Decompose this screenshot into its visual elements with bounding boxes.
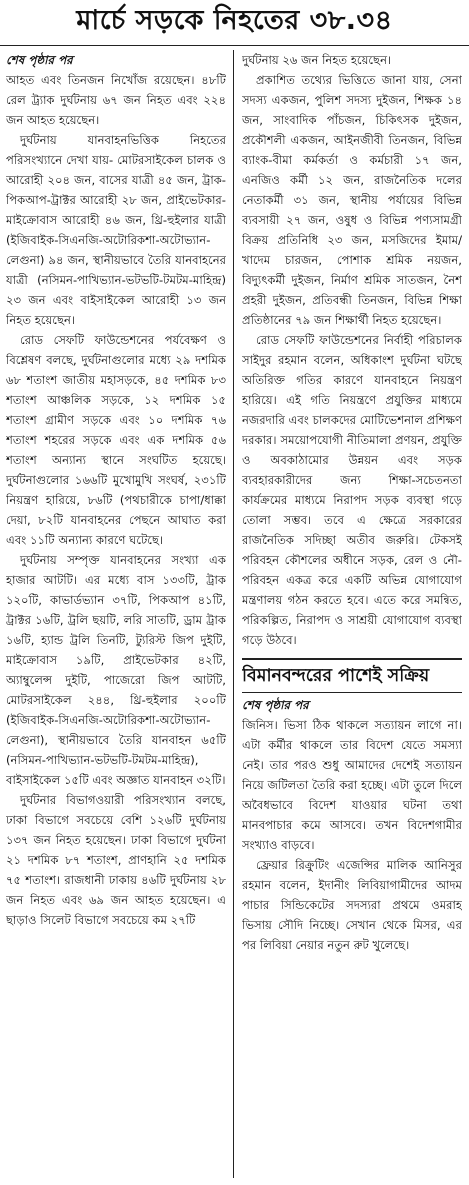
- paragraph: প্রকাশিত তথ্যের ভিত্তিতে জানা যায়, সেনা সদস্য একজন, পুলিশ সদস্য দুইজন, শিক্ষক ১৪ জন, সাংবাদিক পাঁচজন, চিকিৎসক দুইজন, প্রকৌশলী একজন, আইনজীবী তিনজন, বিভিন্ন ব্যাংক-বীমা কর্মকর্তা ও কর্মচারী ১৭ জন, এনজিও কর্মী ১২ জন, রাজনৈতিক দলের নেতাকর্মী ৩১ জন, স্থানীয় পর্যায়ের বিভিন্ন ব্যবসায়ী ২৭ জন, ওষুধ ও বিভিন্ন পণ্যসামগ্রী বিক্রয় প্রতিনিধি ২৩ জন, মসজিদের ইমাম/খাদেম চারজন, পোশাক শ্রমিক নয়জন, বিদ্যুৎকর্মী দুইজন, নির্মাণ শ্রমিক সাতজন, নৈশ প্রহরী দুইজন, প্রতিবন্ধী তিনজন, বিভিন্ন শিক্ষা প্রতিষ্ঠানের ৭৯ জন শিক্ষার্থী নিহত হয়েছেন।: [242, 73, 462, 327]
- article-headline: মার্চে সড়কে নিহতের ৩৮.৩৪: [0, 0, 469, 46]
- continued-from-label: শেষ পৃষ্ঠার পর: [242, 698, 309, 712]
- paragraph: রোড সেফটি ফাউন্ডেশনের নির্বাহী পরিচালক সাইদুর রহমান বলেন, অধিকাংশ দুর্ঘটনা ঘটছে অতিরিক্ত গতির কারণে যানবাহনে নিয়ন্ত্রণ হারিয়ে। এই গতি নিয়ন্ত্রণে প্রযুক্তির মাধ্যমে নজরদারি এবং চালকদের মোটিভেশনাল প্রশিক্ষণ দরকার। সময়োপযোগী নীতিমালা প্রণয়ন, প্রযুক্তি ও অবকাঠামোর উন্নয়ন এবং সড়ক ব্যবহারকারীদের জন্য শিক্ষা-সচেতনতা কার্যক্রমের মাধ্যমে নিরাপদ সড়ক ব্যবস্থা গড়ে তোলা সম্ভব। তবে এ ক্ষেত্রে সরকারের রাজনৈতিক সদিচ্ছা অতীব জরুরি। টেকসই পরিবহন কৌশলের অধীনে সড়ক, রেল ও নৌ-পরিবহন একত্র করে একটি অভিন্ন যোগাযোগ মন্ত্রণালয় গঠন করতে হবে। এতে করে সমন্বিত, পরিকল্পিত, নিরাপদ ও সাশ্রয়ী যোগাযোগ ব্যবস্থা গড়ে উঠবে।: [242, 333, 462, 647]
- paragraph: ফ্রেয়ার রিক্রুটিং এজেন্সির মালিক আনিসুর রহমান বলেন, ইদানীং লিবিয়াগামীদের আদম পাচার সিন্ডিকেটের সদস্যরা প্রথমে ওমরাহ ভিসায় সৌদি নিচ্ছে। সেখান থেকে মিসর, এর পর লিবিয়া নেয়ার নতুন রুট খুলেছে।: [242, 858, 462, 952]
- paragraph: জিনিস। ভিসা ঠিক থাকলে সত্যায়ন লাগে না। এটা কর্মীর থাকলে তার বিদেশ যেতে সমস্যা নেই। তার পরও শুধু আমাদের দেশেই সত্যায়ন নিয়ে জটিলতা তৈরি করা হচ্ছে। এটা তুলে দিলে অবৈধভাবে বিদেশ যাওয়ার ঘটনা তথা মানবপাচার কমে আসবে। তখন বিদেশগামীর সংখ্যাও বাড়বে।: [242, 718, 462, 852]
- column-divider: [233, 50, 234, 1178]
- paragraph: দুর্ঘটনায় সম্পৃক্ত যানবাহনের সংখ্যা এক হাজার আটটি। এর মধ্যে বাস ১৩৩টি, ট্রাক ১২০টি, কাভার্ডভ্যান ৩৭টি, পিকআপ ৪১টি, ট্রাক্টর ১৬টি, ট্রলি ছয়টি, লরি সাতটি, ড্রাম ট্রাক ১৬টি, হ্যান্ড ট্রলি তিনটি, ট্যুরিস্ট জিপ দুইটি, মাইক্রোবাস ১৯টি, প্রাইভেটকার ৪২টি, অ্যাম্বুলেন্স দুইটি, পাজেরো জিপ আটটি, মোটরসাইকেল ২৪৪, থ্রি-হুইলার ২০০টি (ইজিবাইক-সিএনজি-অটোরিকশা-অটোভ্যান-লেগুনা), স্থানীয়ভাবে তৈরি যানবাহন ৬৫টি (নসিমন-পাখিভ্যান-ভটভটি-টমটম-মাহিন্দ্র), বাইসাইকেল ১৫টি এবং অজ্ঞাত যানবাহন ৩২টি।: [6, 553, 226, 787]
- paragraph: দুর্ঘটনার বিভাগওয়ারী পরিসংখ্যান বলছে, ঢাকা বিভাগে সবচেয়ে বেশি ১২৬টি দুর্ঘটনায় ১৩৭ জন নিহত হয়েছেন। ঢাকা বিভাগে দুর্ঘটনা ২১ দশমিক ৮৭ শতাংশ, প্রাণহানি ২৫ দশমিক ৭৫ শতাংশ। রাজধানী ঢাকায় ৪৬টি দুর্ঘটনায় ২৮ জন নিহত এবং ৬৯ জন আহত হয়েছেন। এ ছাড়াও সিলেট বিভাগে সবচেয়ে কম ২৭টি: [6, 793, 226, 927]
- paragraph: আহত এবং তিনজন নিখোঁজ রয়েছেন। ৪৮টি রেল ট্র্যাক দুর্ঘটনায় ৬৭ জন নিহত এবং ২২৪ জন আহত হয়েছেন।: [6, 73, 226, 127]
- sub-article: [242, 658, 462, 955]
- sub-article-headline: বিমানবন্দরের পাশেই সক্রিয়: [242, 658, 462, 693]
- paragraph: দুর্ঘটনায় যানবাহনভিত্তিক নিহতের পরিসংখ্যানে দেখা যায়- মোটরসাইকেল চালক ও আরোহী ২০৪ জন, বাসের যাত্রী ৪৫ জন, ট্রাক-পিকআপ-ট্রাক্টর আরোহী ২৮ জন, প্রাইভেটকার-মাইক্রোবাস আরোহী ৪৬ জন, থ্রি-হুইলার যাত্রী (ইজিবাইক-সিএনজি-অটোরিকশা-অটোভ্যান-লেগুনা) ৯৪ জন, স্থানীয়ভাবে তৈরি যানবাহনের যাত্রী (নসিমন-পাখিভ্যান-ভটভটি-টমটম-মাহিন্দ্র) ২৩ জন এবং বাইসাইকেল আরোহী ১৩ জন নিহত হয়েছেন।: [6, 133, 226, 327]
- left-column: [6, 50, 226, 1178]
- paragraph: রোড সেফটি ফাউন্ডেশনের পর্যবেক্ষণ ও বিশ্লেষণ বলছে, দুর্ঘটনাগুলোর মধ্যে ২৯ দশমিক ৬৮ শতাংশ জাতীয় মহাসড়কে, ৪৫ দশমিক ৮৩ শতাংশ আঞ্চলিক সড়কে, ১২ দশমিক ১৫ শতাংশ গ্রামীণ সড়কে এবং ১০ দশমিক ৭৬ শতাংশ শহরের সড়কে এবং এক দশমিক ৫৬ শতাংশ অন্যান্য স্থানে সংঘটিত হয়েছে। দুর্ঘটনাগুলোর ১৬৬টি মুখোমুখি সংঘর্ষ, ২৩১টি নিয়ন্ত্রণ হারিয়ে, ৮৬টি (পথচারীকে চাপা/ধাক্কা দেয়া, ৮২টি যানবাহনের পেছনে আঘাত করা এবং ১১টি অন্যান্য কারণে ঘটেছে।: [6, 333, 226, 547]
- right-column: [242, 50, 462, 1178]
- paragraph: দুর্ঘটনায় ২৬ জন নিহত হয়েছেন।: [242, 53, 392, 67]
- continued-from-label: শেষ পৃষ্ঠার পর: [6, 53, 73, 67]
